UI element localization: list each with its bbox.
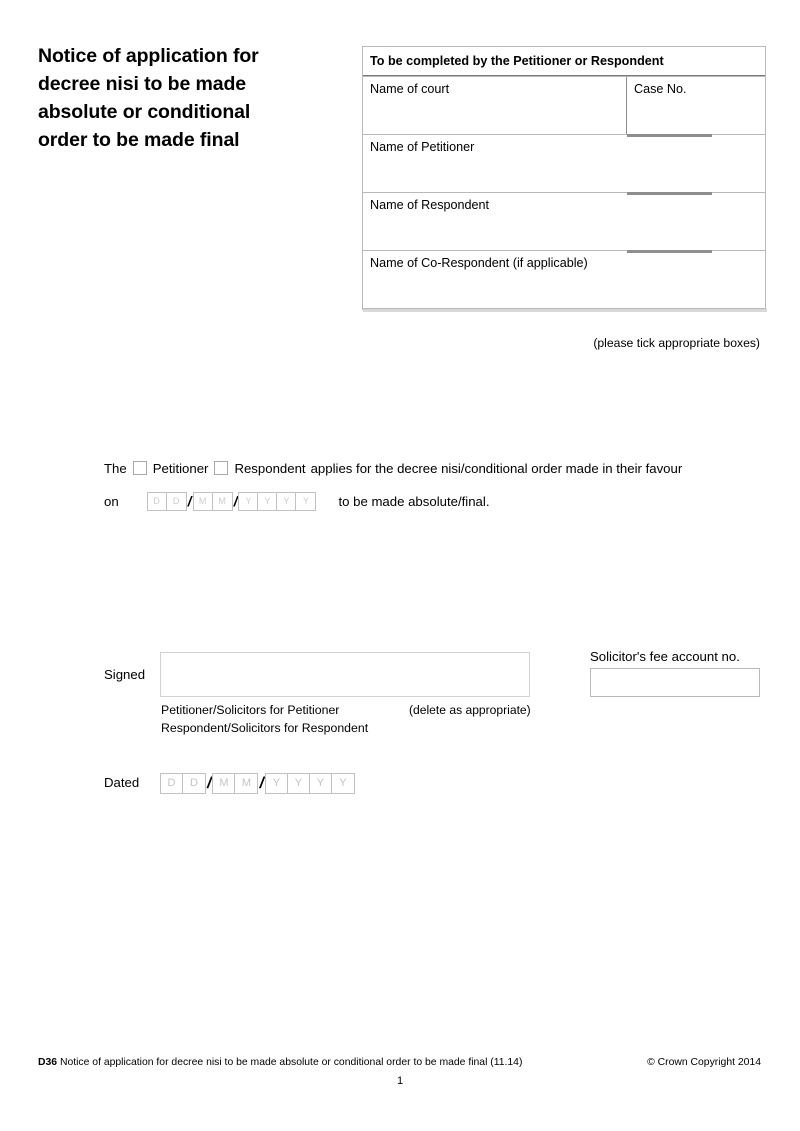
field-case-no[interactable] <box>627 77 765 134</box>
footer-form-reference <box>38 1057 522 1068</box>
field-name-of-co-respondent[interactable] <box>363 251 765 308</box>
case-details-table <box>362 46 766 310</box>
page-title-line-1: Notice of application for <box>38 45 259 67</box>
dated-month-1[interactable]: M <box>213 774 235 793</box>
dated-separator-2: / <box>259 775 264 792</box>
signed-sub-line-1: Petitioner/Solicitors for Petitioner <box>161 703 340 717</box>
checkbox-respondent-label: Respondent <box>234 460 306 476</box>
dated-label: Dated <box>104 775 140 790</box>
field-name-of-petitioner[interactable] <box>363 135 765 192</box>
field-name-of-respondent-label: Name of Respondent <box>370 198 490 212</box>
dated-date-group[interactable] <box>160 773 355 794</box>
statement-lead-text: The <box>104 460 127 476</box>
dated-year-2[interactable]: Y <box>288 774 310 793</box>
dated-day-segment[interactable] <box>160 773 206 794</box>
field-case-no-label: Case No. <box>634 82 687 96</box>
dated-year-4[interactable]: Y <box>339 777 347 789</box>
page-title-line-4: order to be made final <box>38 129 240 151</box>
decree-date-year-1[interactable]: Y <box>239 493 258 510</box>
dated-year-3[interactable]: Y <box>310 774 332 793</box>
fee-account-input[interactable] <box>590 668 760 697</box>
decree-date-year-segment[interactable] <box>238 492 316 511</box>
field-name-of-petitioner-label: Name of Petitioner <box>370 140 475 154</box>
decree-date-day-2[interactable]: D <box>172 495 180 506</box>
decree-date-month-2[interactable]: M <box>218 495 226 506</box>
table-row <box>363 77 765 135</box>
application-statement <box>104 458 764 511</box>
statement-trailing-text: to be made absolute/final. <box>338 493 490 509</box>
field-name-of-co-respondent-label: Name of Co-Respondent (if applicable) <box>370 256 588 270</box>
decree-date-separator-1: / <box>187 492 192 509</box>
table-bottom-shadow <box>363 309 767 312</box>
checkbox-respondent[interactable] <box>214 461 228 475</box>
statement-line-2 <box>104 491 764 511</box>
table-row <box>363 251 765 309</box>
statement-on-label: on <box>104 493 119 509</box>
footer-form-code: D36 <box>38 1057 58 1068</box>
signed-sub-line-2: Respondent/Solicitors for Respondent <box>161 721 369 735</box>
dated-month-2[interactable]: M <box>241 777 252 789</box>
decree-date-day-segment[interactable] <box>147 492 187 511</box>
page-title-line-2: decree nisi to be made <box>38 73 247 95</box>
table-header-label: To be completed by the Petitioner or Respondent <box>363 47 765 76</box>
table-row <box>363 193 765 251</box>
table-row <box>363 135 765 193</box>
field-name-of-court[interactable] <box>363 77 627 134</box>
dated-month-segment[interactable] <box>212 773 258 794</box>
fee-account-label: Solicitor's fee account no. <box>590 649 740 664</box>
field-name-of-court-label: Name of court <box>370 82 450 96</box>
decree-date-input-group[interactable] <box>147 492 317 511</box>
decree-date-year-3[interactable]: Y <box>277 493 296 510</box>
tick-boxes-hint: (please tick appropriate boxes) <box>593 336 760 350</box>
decree-date-month-1[interactable]: M <box>194 493 213 510</box>
dated-date-input-group[interactable] <box>160 773 355 794</box>
dated-day-1[interactable]: D <box>161 774 183 793</box>
footer-copyright: © Crown Copyright 2014 <box>647 1057 761 1068</box>
footer-form-description: Notice of application for decree nisi to be made absolute or conditional order to be made final (11.14) <box>59 1057 523 1068</box>
field-name-of-respondent[interactable] <box>363 193 765 250</box>
table-header-row <box>363 47 765 77</box>
delete-as-appropriate-note: (delete as appropriate) <box>409 703 531 717</box>
page-title-line-3: absolute or conditional <box>38 101 251 123</box>
checkbox-petitioner[interactable] <box>133 461 147 475</box>
statement-applies-text: applies for the decree nisi/conditional order made in their favour <box>310 460 683 476</box>
decree-date-year-2[interactable]: Y <box>258 493 277 510</box>
dated-year-1[interactable]: Y <box>266 774 288 793</box>
statement-line-1 <box>104 458 764 478</box>
decree-date-month-segment[interactable] <box>193 492 233 511</box>
page-title <box>38 42 338 154</box>
checkbox-petitioner-label: Petitioner <box>152 460 209 476</box>
dated-year-segment[interactable] <box>265 773 355 794</box>
decree-date-year-4[interactable]: Y <box>302 495 309 506</box>
signed-label: Signed <box>104 667 146 682</box>
signature-input[interactable] <box>160 652 530 697</box>
decree-date-day-1[interactable]: D <box>148 493 167 510</box>
footer-page-number: 1 <box>396 1075 404 1087</box>
dated-separator-1: / <box>207 775 212 792</box>
decree-date-separator-2: / <box>233 492 238 509</box>
dated-day-2[interactable]: D <box>190 777 198 789</box>
